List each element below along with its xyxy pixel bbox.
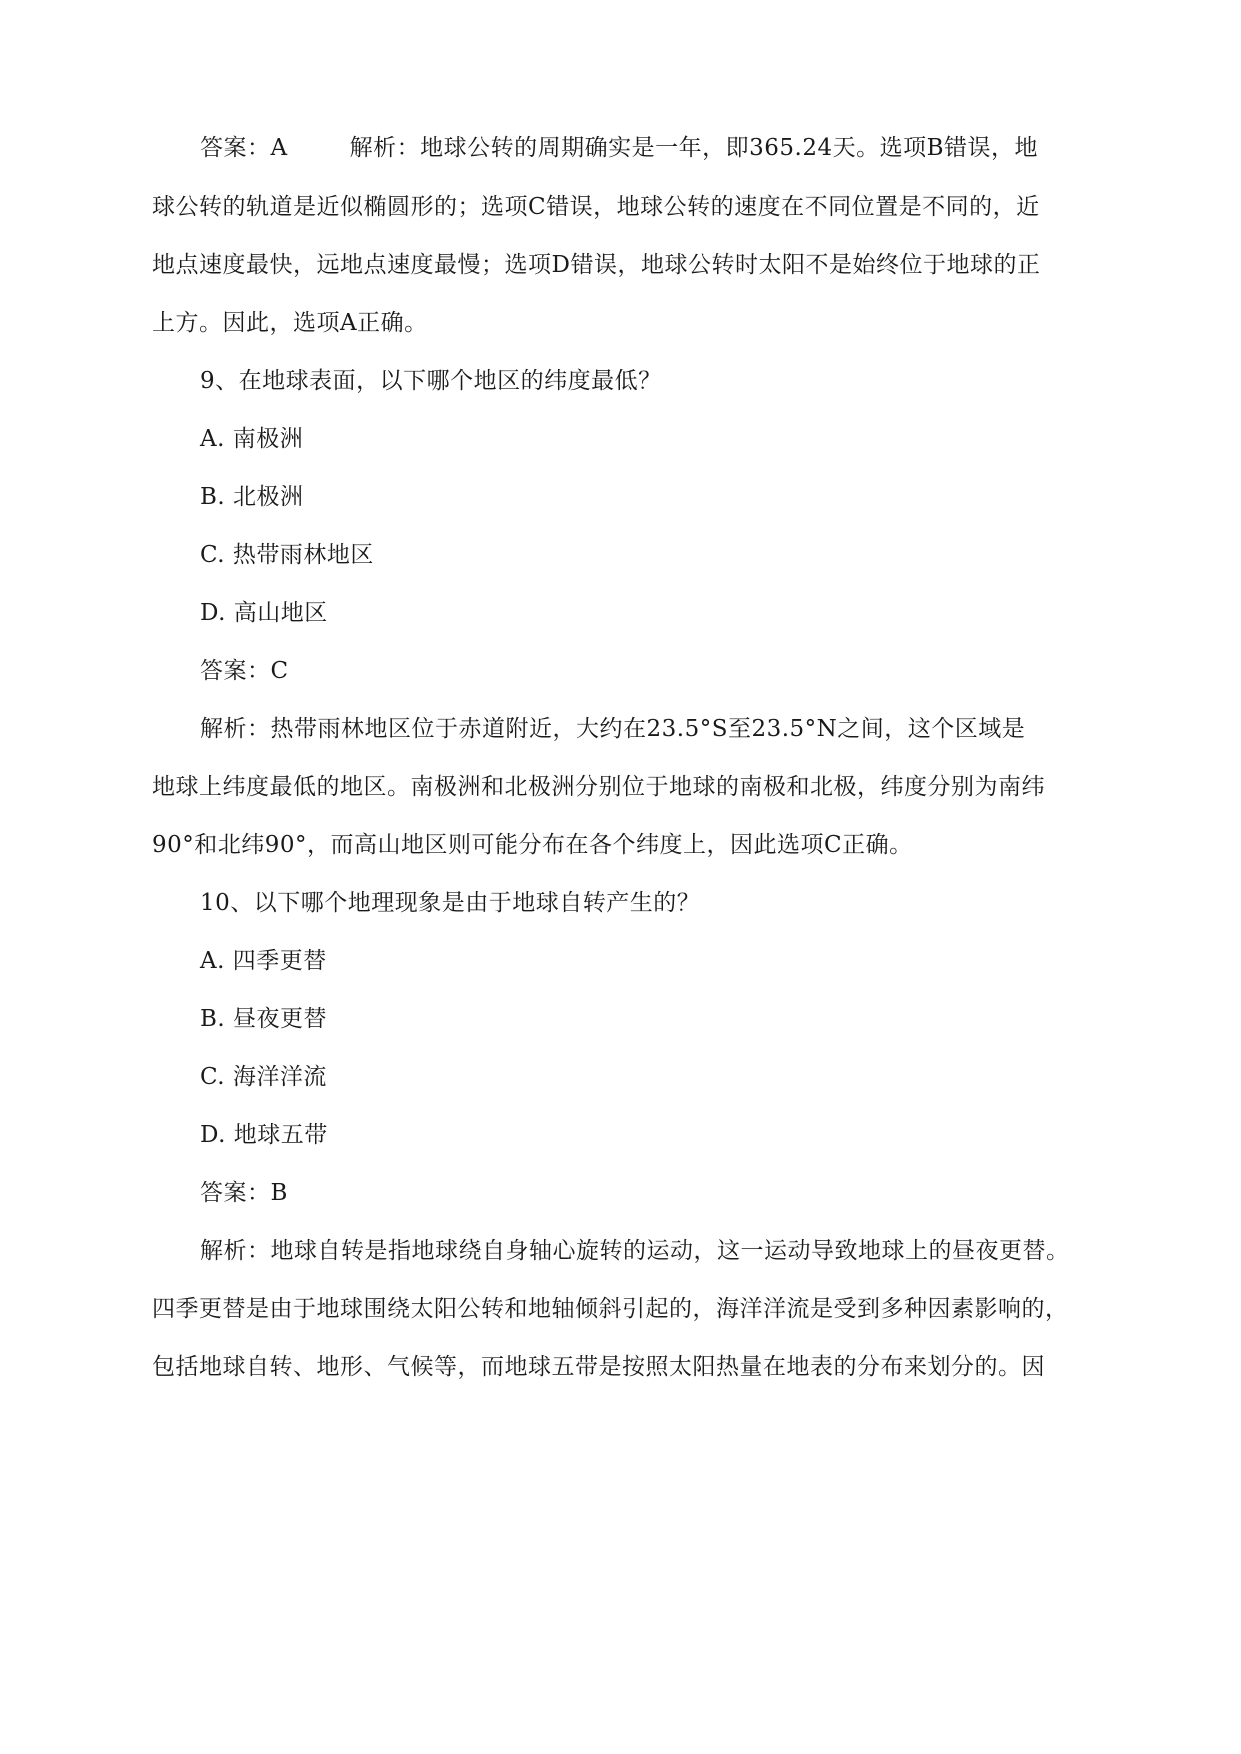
q9-option-d: D. 高山地区 (200, 600, 328, 626)
q9-explanation-line: 解析：热带雨林地区位于赤道附近，大约在23.5°S至23.5°N之间，这个区域是 (200, 716, 1026, 742)
q10-option-d: D. 地球五带 (200, 1122, 328, 1148)
q8-explanation-line: 上方。因此，选项A正确。 (152, 310, 428, 336)
q10-option-b: B. 昼夜更替 (200, 1006, 328, 1032)
q9-explanation-line: 90°和北纬90°，而高山地区则可能分布在各个纬度上，因此选项C正确。 (152, 832, 913, 858)
q8-explanation-line: 地点速度最快，远地点速度最慢；选项D错误，地球公转时太阳不是始终位于地球的正 (152, 252, 1041, 278)
q10-question: 10、以下哪个地理现象是由于地球自转产生的？ (200, 890, 701, 916)
q9-option-c: C. 热带雨林地区 (200, 542, 374, 568)
q9-option-b: B. 北极洲 (200, 484, 304, 510)
q8-explanation-line: 解析：地球公转的周期确实是一年，即365.24天。选项B错误，地 (349, 135, 1039, 161)
q8-explanation-line: 球公转的轨道是近似椭圆形的；选项C错误，地球公转的速度在不同位置是不同的，近 (152, 194, 1040, 220)
q9-option-a: A. 南极洲 (200, 426, 304, 452)
q8-answer: 答案：A (200, 135, 288, 161)
q9-question: 9、在地球表面，以下哪个地区的纬度最低？ (200, 368, 662, 394)
q9-answer: 答案：C (200, 658, 289, 684)
q9-explanation-line: 地球上纬度最低的地区。南极洲和北极洲分别位于地球的南极和北极，纬度分别为南纬 (152, 774, 1045, 800)
q10-explanation-line: 四季更替是由于地球围绕太阳公转和地轴倾斜引起的，海洋洋流是受到多种因素影响的， (152, 1296, 1069, 1322)
q8-answer-explanation-line-1 (200, 133, 1092, 163)
q10-option-c: C. 海洋洋流 (200, 1064, 327, 1090)
q10-explanation-line: 解析：地球自转是指地球绕自身轴心旋转的运动，这一运动导致地球上的昼夜更替。 (200, 1238, 1070, 1264)
q10-option-a: A. 四季更替 (200, 948, 327, 974)
q10-explanation-line: 包括地球自转、地形、气候等，而地球五带是按照太阳热量在地表的分布来划分的。因 (152, 1354, 1045, 1380)
q10-answer: 答案：B (200, 1180, 288, 1206)
